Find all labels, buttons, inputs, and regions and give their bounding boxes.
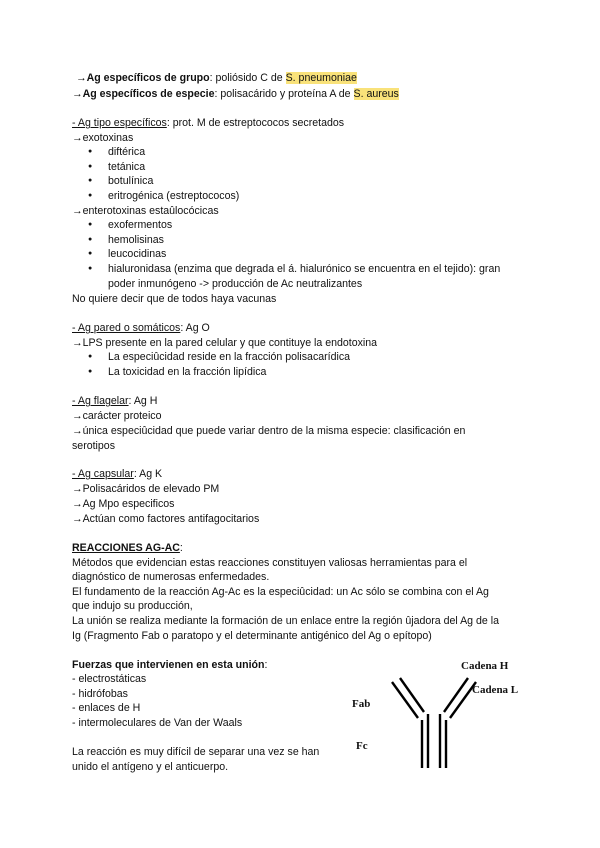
- type-specific-desc: : prot. M de estreptococos secretados: [166, 117, 345, 129]
- forces-item: - hidrófobas: [72, 688, 128, 700]
- type-specific-heading: [72, 116, 344, 130]
- reactions-para-line: El fundamento de la reacción Ag-Ac es la especiûcidad: un Ac sólo se combina con el Ag: [72, 586, 489, 598]
- list-item-text: botulínica: [108, 175, 154, 187]
- flagellar-desc: : Ag H: [128, 395, 158, 407]
- heavy-chain-label: Cadena H: [461, 660, 509, 672]
- forces-item: - intermoleculares de Van der Waals: [72, 717, 243, 729]
- arrow: →: [76, 72, 87, 84]
- antibody-figure: [344, 656, 526, 770]
- list-item-text: tetánica: [108, 161, 146, 173]
- capsular-heading: [72, 467, 162, 481]
- list-item-text: exofermentos: [108, 219, 173, 231]
- list-item-text: La especiûcidad reside en la fracción polisacarídica: [108, 351, 351, 363]
- group-antigen-line: [76, 71, 357, 85]
- group-antigen-term: Ag específicos de grupo: [86, 72, 210, 84]
- list-item-text: hialuronidasa (enzima que degrada el á. hialurónico se encuentra en el tejido): gran: [108, 263, 501, 275]
- reactions-colon: :: [179, 542, 183, 554]
- reactions-title: REACCIONES AG-AC: [72, 542, 180, 554]
- vaccine-note: No quiere decir que de todos haya vacunas: [72, 293, 277, 305]
- forces-para-line: unido el antígeno y el anticuerpo.: [72, 761, 229, 773]
- flagellar-line-3: serotipos: [72, 440, 115, 452]
- reactions-para-line: Métodos que evidencian estas reacciones constituyen valiosas herramientas para el: [72, 557, 468, 569]
- group-antigen-desc: : poliósido C de: [209, 72, 286, 84]
- capsular-line-1: →Polisacáridos de elevado PM: [72, 483, 220, 495]
- reactions-para-line: que indujo su producción,: [72, 600, 193, 612]
- capsular-term: - Ag capsular: [72, 468, 134, 480]
- forces-para-line: La reacción es muy difícil de separar una vez se han: [72, 746, 320, 758]
- highlight-aureus: S. aureus: [353, 88, 399, 100]
- antibody-diagram-icon: [344, 656, 526, 770]
- list-item-text: hemolisinas: [108, 234, 164, 246]
- reactions-para-line: Ig (Fragmento Fab o paratopo y el determinante antigénico del Ag o epítopo): [72, 630, 432, 642]
- lps-line: →LPS presente en la pared celular y que contituye la endotoxina: [72, 337, 378, 349]
- reactions-heading: [72, 541, 183, 555]
- arrow: →: [72, 88, 83, 100]
- reactions-para-line: diagnóstico de numerosas enfermedades.: [72, 571, 270, 583]
- flagellar-term: - Ag flagelar: [72, 395, 129, 407]
- type-specific-term: - Ag tipo específicos: [72, 117, 167, 129]
- species-antigen-term: Ag específicos de especie: [82, 88, 215, 100]
- forces-heading: [72, 658, 267, 672]
- fab-label: Fab: [352, 698, 371, 710]
- flagellar-line-1: →carácter proteico: [72, 410, 162, 422]
- capsular-desc: : Ag K: [133, 468, 163, 480]
- forces-item: - electrostáticas: [72, 673, 147, 685]
- capsular-line-2: →Ag Mpo especificos: [72, 498, 175, 510]
- exotoxins-line: →exotoxinas: [72, 132, 134, 144]
- species-antigen-desc: : polisacárido y proteína A de: [214, 88, 354, 100]
- highlight-pneumoniae: S. pneumoniae: [285, 72, 357, 84]
- capsular-line-3: →Actúan como factores antifagocitarios: [72, 513, 260, 525]
- list-item-text: leucocidinas: [108, 248, 167, 260]
- enterotoxins-line: →enterotoxinas estaûlocócicas: [72, 205, 219, 217]
- reactions-para-line: La unión se realiza mediante la formación de un enlace entre la región ûjadora del Ag de la: [72, 615, 499, 627]
- forces-title: Fuerzas que intervienen en esta unión: [72, 659, 265, 671]
- flagellar-line-2: →única especiûcidad que puede variar dentro de la misma especie: clasificación en: [72, 425, 466, 437]
- list-item-text: diftérica: [108, 146, 146, 158]
- list-item-text: eritrogénica (estreptococos): [108, 190, 240, 202]
- forces-item: - enlaces de H: [72, 702, 141, 714]
- species-antigen-line: [72, 87, 399, 101]
- wall-antigen-heading: [72, 321, 210, 335]
- flagellar-heading: [72, 394, 157, 408]
- wall-antigen-desc: : Ag O: [180, 322, 210, 334]
- list-item-text: La toxicidad en la fracción lipídica: [108, 366, 267, 378]
- light-chain-label: Cadena L: [472, 684, 519, 696]
- fc-label: Fc: [356, 740, 368, 752]
- list-item-continuation: poder inmunógeno -> producción de Ac neutralizantes: [108, 278, 363, 290]
- forces-colon: :: [264, 659, 268, 671]
- wall-antigen-term: - Ag pared o somáticos: [72, 322, 181, 334]
